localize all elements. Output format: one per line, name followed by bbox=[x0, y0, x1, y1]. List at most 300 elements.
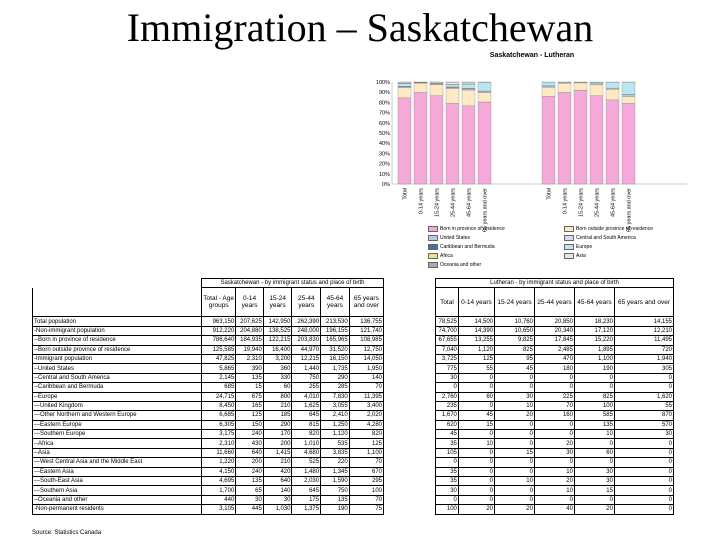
table-row bbox=[436, 467, 674, 476]
legend-item bbox=[564, 226, 653, 232]
table-cell: 45 bbox=[458, 411, 494, 420]
table-cell: 0 bbox=[495, 495, 535, 504]
table-cell: 445 bbox=[236, 505, 264, 514]
table-cell: 15 bbox=[574, 486, 614, 495]
bar-segment bbox=[590, 96, 603, 184]
table-cell: 10,650 bbox=[495, 326, 535, 335]
table-cell: 2,760 bbox=[436, 392, 459, 401]
table-row bbox=[436, 430, 674, 439]
table-cell: 3,055 bbox=[321, 401, 350, 410]
legend-label: United States bbox=[440, 235, 471, 241]
table-cell: 11,395 bbox=[349, 392, 383, 401]
table-cell: 60 bbox=[574, 448, 614, 457]
table-cell: 20,340 bbox=[534, 326, 574, 335]
column-header: 0-14 years bbox=[236, 288, 264, 317]
table-cell: 105 bbox=[436, 448, 459, 457]
column-header: 65 years and over bbox=[614, 288, 673, 317]
table-cell: 825 bbox=[574, 392, 614, 401]
table-cell: 1,010 bbox=[292, 439, 321, 448]
table-cell: 31,520 bbox=[321, 345, 350, 354]
table-cell: 420 bbox=[263, 467, 292, 476]
bar-segment bbox=[462, 89, 475, 90]
bar-segment bbox=[606, 82, 619, 88]
table-cell: 125 bbox=[458, 354, 494, 363]
table-cell: 6,305 bbox=[202, 420, 236, 429]
table-row bbox=[436, 420, 674, 429]
table-cell: 135 bbox=[574, 420, 614, 429]
table-cell: 160 bbox=[534, 411, 574, 420]
table-row bbox=[436, 336, 674, 345]
table-cell: 1,590 bbox=[321, 477, 350, 486]
table-cell: 19,940 bbox=[236, 345, 264, 354]
table-cell: 0 bbox=[574, 458, 614, 467]
table-cell: 138,525 bbox=[263, 326, 292, 335]
table-cell: 190 bbox=[321, 505, 350, 514]
table-cell: 0 bbox=[495, 420, 535, 429]
caption-spacer bbox=[33, 279, 202, 288]
bar-segment bbox=[414, 83, 427, 92]
table-row bbox=[33, 317, 384, 326]
bar-segment bbox=[430, 84, 443, 95]
legend-swatch bbox=[564, 235, 574, 241]
table-cell: 1,735 bbox=[321, 364, 350, 373]
table-cell: 1,480 bbox=[292, 467, 321, 476]
table-cell: 720 bbox=[614, 345, 673, 354]
table-cell: 135 bbox=[321, 495, 350, 504]
table-cell: 0 bbox=[534, 420, 574, 429]
table-cell: 30 bbox=[574, 477, 614, 486]
table-cell: 10 bbox=[534, 467, 574, 476]
bar-segment bbox=[398, 84, 411, 87]
table-row bbox=[33, 354, 384, 363]
table-cell: 184,935 bbox=[236, 336, 264, 345]
table-cell: 213,530 bbox=[321, 317, 350, 326]
bar-segment bbox=[462, 90, 475, 106]
table-row bbox=[33, 477, 384, 486]
table-cell: 670 bbox=[349, 467, 383, 476]
table-cell: 10 bbox=[534, 486, 574, 495]
table-cell: 47,825 bbox=[202, 354, 236, 363]
bar-segment bbox=[446, 89, 459, 103]
table-cell: 20 bbox=[458, 505, 494, 514]
table-row bbox=[436, 505, 674, 514]
table-cell: 1,670 bbox=[436, 411, 459, 420]
row-label: --Oceania and other bbox=[33, 495, 202, 504]
table-cell: 55 bbox=[458, 364, 494, 373]
column-header: Total bbox=[436, 288, 459, 317]
table-cell: 1,950 bbox=[349, 364, 383, 373]
table-cell: 60 bbox=[263, 383, 292, 392]
table-cell: 0 bbox=[574, 439, 614, 448]
table-cell: 786,640 bbox=[202, 336, 236, 345]
legend-item bbox=[428, 262, 481, 268]
legend-item bbox=[428, 244, 494, 250]
table-cell: 570 bbox=[614, 420, 673, 429]
bar-segment bbox=[462, 82, 475, 84]
table-cell: 4,280 bbox=[349, 420, 383, 429]
table-cell: 136,755 bbox=[349, 317, 383, 326]
legend-label: Asia bbox=[576, 253, 586, 259]
table-cell: 525 bbox=[292, 458, 321, 467]
table-cell: 20,850 bbox=[534, 317, 574, 326]
table-row bbox=[436, 439, 674, 448]
table-cell: 1,415 bbox=[263, 448, 292, 457]
table-cell: 125 bbox=[349, 439, 383, 448]
legend-label: Born outside province of residence bbox=[576, 226, 653, 232]
table-cell: 70 bbox=[349, 495, 383, 504]
table-cell: 207,625 bbox=[236, 317, 264, 326]
bar-segment bbox=[398, 88, 411, 98]
table-cell: 60 bbox=[458, 392, 494, 401]
table-cell: 30 bbox=[614, 430, 673, 439]
row-label: --Europe bbox=[33, 392, 202, 401]
legend-swatch bbox=[428, 226, 438, 232]
table-cell: 35 bbox=[436, 467, 459, 476]
table-cell: 0 bbox=[614, 373, 673, 382]
table-cell: 1,120 bbox=[321, 430, 350, 439]
table-cell: 1,100 bbox=[574, 354, 614, 363]
bar-segment bbox=[478, 82, 491, 83]
table-cell: 1,940 bbox=[614, 354, 673, 363]
table-cell: 30 bbox=[263, 495, 292, 504]
table-row bbox=[33, 439, 384, 448]
table-cell: 15 bbox=[458, 420, 494, 429]
table-cell: 2,310 bbox=[236, 354, 264, 363]
table-cell: 108,985 bbox=[349, 336, 383, 345]
table-cell: 3,725 bbox=[436, 354, 459, 363]
table-cell: 65 bbox=[236, 486, 264, 495]
table-cell: 640 bbox=[236, 448, 264, 457]
table-row bbox=[33, 495, 384, 504]
table-cell: 1,030 bbox=[263, 505, 292, 514]
table-cell: 240 bbox=[236, 430, 264, 439]
table-cell: 248,000 bbox=[292, 326, 321, 335]
table-cell: 135 bbox=[236, 373, 264, 382]
table-cell: 12,210 bbox=[614, 326, 673, 335]
table-cell: 220 bbox=[321, 458, 350, 467]
bar-segment bbox=[446, 85, 459, 87]
table-cell: 200 bbox=[236, 458, 264, 467]
table-cell: 1,895 bbox=[574, 345, 614, 354]
table-cell: 9,825 bbox=[495, 336, 535, 345]
x-tick-label: 25-44 years bbox=[594, 188, 601, 218]
table-cell: 0 bbox=[614, 477, 673, 486]
bar-segment bbox=[478, 83, 491, 91]
table-cell: 180 bbox=[534, 364, 574, 373]
table-cell: 1,120 bbox=[458, 345, 494, 354]
table-cell: 0 bbox=[495, 486, 535, 495]
table-cell: 470 bbox=[534, 354, 574, 363]
table-cell: 200 bbox=[263, 439, 292, 448]
table-cell: 750 bbox=[292, 373, 321, 382]
table-cell: 14,500 bbox=[458, 317, 494, 326]
table-row bbox=[33, 411, 384, 420]
table-cell: 18,230 bbox=[574, 317, 614, 326]
table-cell: 4,010 bbox=[292, 392, 321, 401]
y-tick-label: 40% bbox=[378, 141, 390, 148]
table-cell: 20 bbox=[534, 477, 574, 486]
bar-segment bbox=[574, 90, 587, 184]
table-cell: 1,375 bbox=[292, 505, 321, 514]
table-row bbox=[436, 458, 674, 467]
saskatchewan-table bbox=[32, 278, 384, 515]
table-cell: 20 bbox=[495, 411, 535, 420]
table-cell: 16,400 bbox=[263, 345, 292, 354]
table-cell: 430 bbox=[236, 439, 264, 448]
table-cell: 13,255 bbox=[458, 336, 494, 345]
column-header: 25-44 years bbox=[534, 288, 574, 317]
table-cell: 0 bbox=[495, 430, 535, 439]
x-tick-label: Total bbox=[402, 188, 409, 200]
table-cell: 3,175 bbox=[202, 430, 236, 439]
bar-segment bbox=[430, 82, 443, 83]
table-row bbox=[33, 401, 384, 410]
legend-swatch bbox=[564, 226, 574, 232]
table-cell: 210 bbox=[263, 401, 292, 410]
table-cell: 0 bbox=[436, 495, 459, 504]
table-row bbox=[436, 411, 674, 420]
table-caption: Saskatchewan - by immigrant status and place of birth bbox=[202, 279, 384, 288]
y-tick-label: 60% bbox=[378, 120, 390, 127]
bar-segment bbox=[590, 82, 603, 83]
table-cell: 140 bbox=[349, 373, 383, 382]
table-cell: 1,220 bbox=[202, 458, 236, 467]
table-cell: 750 bbox=[321, 486, 350, 495]
bar-segment bbox=[542, 96, 555, 184]
row-label: --Born in province of residence bbox=[33, 336, 202, 345]
x-tick-label: 45-64 years bbox=[610, 188, 617, 218]
table-row bbox=[436, 383, 674, 392]
table-cell: 800 bbox=[263, 392, 292, 401]
table-cell: 1,620 bbox=[614, 392, 673, 401]
table-cell: 1,440 bbox=[292, 364, 321, 373]
column-header: 0-14 years bbox=[458, 288, 494, 317]
table-cell: 0 bbox=[614, 448, 673, 457]
bar-segment bbox=[606, 100, 619, 184]
table-cell: 170 bbox=[263, 430, 292, 439]
table-row bbox=[33, 326, 384, 335]
table-cell: 140 bbox=[263, 486, 292, 495]
table-cell: 4,695 bbox=[202, 477, 236, 486]
chart-legend bbox=[428, 226, 692, 272]
x-tick-label: 15-24 years bbox=[578, 188, 585, 218]
table-cell: 0 bbox=[614, 495, 673, 504]
table-cell: 20 bbox=[574, 505, 614, 514]
x-tick-label bbox=[611, 188, 617, 217]
table-cell: 820 bbox=[349, 430, 383, 439]
table-row bbox=[33, 486, 384, 495]
row-label: ---West Central Asia and the Middle East bbox=[33, 458, 202, 467]
legend-label: Caribbean and Bermuda bbox=[440, 244, 495, 250]
table-cell: 45 bbox=[436, 430, 459, 439]
table-cell: 0 bbox=[534, 430, 574, 439]
table-cell: 70 bbox=[349, 383, 383, 392]
table-cell: 30 bbox=[574, 467, 614, 476]
table-cell: 3,200 bbox=[263, 354, 292, 363]
table-cell: 203,830 bbox=[292, 336, 321, 345]
legend-item bbox=[564, 244, 592, 250]
table-cell: 122,215 bbox=[263, 336, 292, 345]
table-row bbox=[33, 448, 384, 457]
table-cell: 535 bbox=[321, 439, 350, 448]
bar-segment bbox=[542, 87, 555, 96]
table-cell: 290 bbox=[321, 373, 350, 382]
table-row bbox=[436, 345, 674, 354]
legend-item bbox=[428, 253, 453, 259]
bar-segment bbox=[398, 82, 411, 83]
table-cell: 0 bbox=[614, 458, 673, 467]
bar-segment bbox=[622, 95, 635, 97]
table-cell: 7,040 bbox=[436, 345, 459, 354]
table-cell: 0 bbox=[458, 383, 494, 392]
y-tick-label: 0% bbox=[382, 182, 390, 188]
row-label: --Asia bbox=[33, 448, 202, 457]
bar-segment bbox=[430, 96, 443, 184]
table-cell: 1,345 bbox=[321, 467, 350, 476]
bar-segment bbox=[446, 103, 459, 184]
table-cell: 135 bbox=[236, 477, 264, 486]
legend-label: Oceania and other bbox=[440, 262, 482, 268]
table-cell: 10,760 bbox=[495, 317, 535, 326]
table-cell: 0 bbox=[458, 467, 494, 476]
row-label: ---Other Northern and Western Europe bbox=[33, 411, 202, 420]
table-row bbox=[33, 505, 384, 514]
bar-segment bbox=[542, 82, 555, 86]
legend-label: Born in province of residence bbox=[440, 226, 505, 232]
table-cell: 912,220 bbox=[202, 326, 236, 335]
table-cell: 165,965 bbox=[321, 336, 350, 345]
table-cell: 5,865 bbox=[202, 364, 236, 373]
table-cell: 165 bbox=[236, 401, 264, 410]
table-cell: 305 bbox=[614, 364, 673, 373]
table-cell: 0 bbox=[436, 458, 459, 467]
y-tick-label: 100% bbox=[375, 80, 390, 86]
table-row bbox=[436, 477, 674, 486]
table-cell: 0 bbox=[614, 505, 673, 514]
table-cell: 6,685 bbox=[202, 411, 236, 420]
table-cell: 3,400 bbox=[349, 401, 383, 410]
table-cell: 685 bbox=[202, 383, 236, 392]
bar-segment bbox=[542, 86, 555, 87]
table-cell: 196,155 bbox=[321, 326, 350, 335]
table-cell: 240 bbox=[236, 467, 264, 476]
table-cell: 815 bbox=[292, 420, 321, 429]
row-label: --Africa bbox=[33, 439, 202, 448]
table-cell: 121,740 bbox=[349, 326, 383, 335]
table-cell: 100 bbox=[436, 505, 459, 514]
x-tick-label: 0-14 years bbox=[418, 188, 425, 214]
y-tick-label: 90% bbox=[378, 90, 390, 97]
table-row bbox=[33, 430, 384, 439]
legend-item bbox=[428, 235, 470, 241]
table-cell: 290 bbox=[263, 420, 292, 429]
table-cell: 3,105 bbox=[202, 505, 236, 514]
bar-segment bbox=[590, 85, 603, 96]
table-cell: 30 bbox=[495, 392, 535, 401]
bar-segment bbox=[574, 83, 587, 90]
legend-item bbox=[564, 235, 636, 241]
chart-title: Saskatchewan - Lutheran bbox=[489, 52, 575, 59]
table-cell: 255 bbox=[292, 383, 321, 392]
table-cell: 0 bbox=[495, 439, 535, 448]
legend-item bbox=[564, 253, 586, 259]
table-cell: 825 bbox=[495, 345, 535, 354]
table-cell: 100 bbox=[349, 486, 383, 495]
table-row bbox=[436, 392, 674, 401]
table-cell: 360 bbox=[263, 364, 292, 373]
row-label: ---Southern Asia bbox=[33, 486, 202, 495]
legend-label: Europe bbox=[576, 244, 593, 250]
legend-swatch bbox=[428, 235, 438, 241]
column-header: Total - Age groups bbox=[202, 288, 236, 317]
row-label: ---Eastern Europe bbox=[33, 420, 202, 429]
row-label: ---South-East Asia bbox=[33, 477, 202, 486]
table-row bbox=[436, 317, 674, 326]
table-cell: 150 bbox=[236, 420, 264, 429]
table-cell: 14,155 bbox=[614, 317, 673, 326]
table-cell: 0 bbox=[458, 486, 494, 495]
table-cell: 185 bbox=[263, 411, 292, 420]
column-header: 25-44 years bbox=[292, 288, 321, 317]
table-caption: Lutheran - by immigrant status and place of birth bbox=[436, 279, 674, 288]
legend-label: Africa bbox=[440, 253, 453, 259]
table-cell: 10 bbox=[495, 477, 535, 486]
legend-swatch bbox=[428, 244, 438, 250]
x-tick-label: Total bbox=[546, 188, 553, 200]
table-cell: 0 bbox=[614, 383, 673, 392]
table-cell: 204,880 bbox=[236, 326, 264, 335]
table-cell: 0 bbox=[495, 383, 535, 392]
table-cell: 95 bbox=[495, 354, 535, 363]
table-cell: 67,655 bbox=[436, 336, 459, 345]
row-label: -Immigrant population bbox=[33, 354, 202, 363]
table-cell: 30 bbox=[436, 486, 459, 495]
table-cell: 0 bbox=[534, 495, 574, 504]
column-header: 65 years and over bbox=[349, 288, 383, 317]
table-cell: 0 bbox=[458, 401, 494, 410]
y-tick-label: 20% bbox=[378, 161, 390, 168]
table-cell: 820 bbox=[292, 430, 321, 439]
table-cell: 4,150 bbox=[202, 467, 236, 476]
table-cell: 75 bbox=[349, 505, 383, 514]
table-cell: 1,100 bbox=[349, 448, 383, 457]
table-cell: 12,750 bbox=[349, 345, 383, 354]
row-label: -Non-immigrant population bbox=[33, 326, 202, 335]
table-cell: 3,835 bbox=[321, 448, 350, 457]
table-cell: 2,410 bbox=[321, 411, 350, 420]
table-cell: 70 bbox=[534, 401, 574, 410]
table-cell: 7,830 bbox=[321, 392, 350, 401]
table-cell: 0 bbox=[495, 458, 535, 467]
bar-segment bbox=[606, 89, 619, 100]
row-label: ---Eastern Asia bbox=[33, 467, 202, 476]
legend-swatch bbox=[564, 244, 574, 250]
row-label: --Caribbean and Bermuda bbox=[33, 383, 202, 392]
table-row bbox=[33, 373, 384, 382]
table-cell: 30 bbox=[236, 495, 264, 504]
table-row bbox=[436, 373, 674, 382]
table-cell: 210 bbox=[263, 458, 292, 467]
table-cell: 14,050 bbox=[349, 354, 383, 363]
table-cell: 190 bbox=[574, 364, 614, 373]
bar-segment bbox=[398, 98, 411, 184]
table-cell: 70 bbox=[349, 458, 383, 467]
table-row bbox=[33, 458, 384, 467]
table-cell: 585 bbox=[574, 411, 614, 420]
table-row bbox=[33, 392, 384, 401]
table-cell: 30 bbox=[534, 448, 574, 457]
table-cell: 1,700 bbox=[202, 486, 236, 495]
